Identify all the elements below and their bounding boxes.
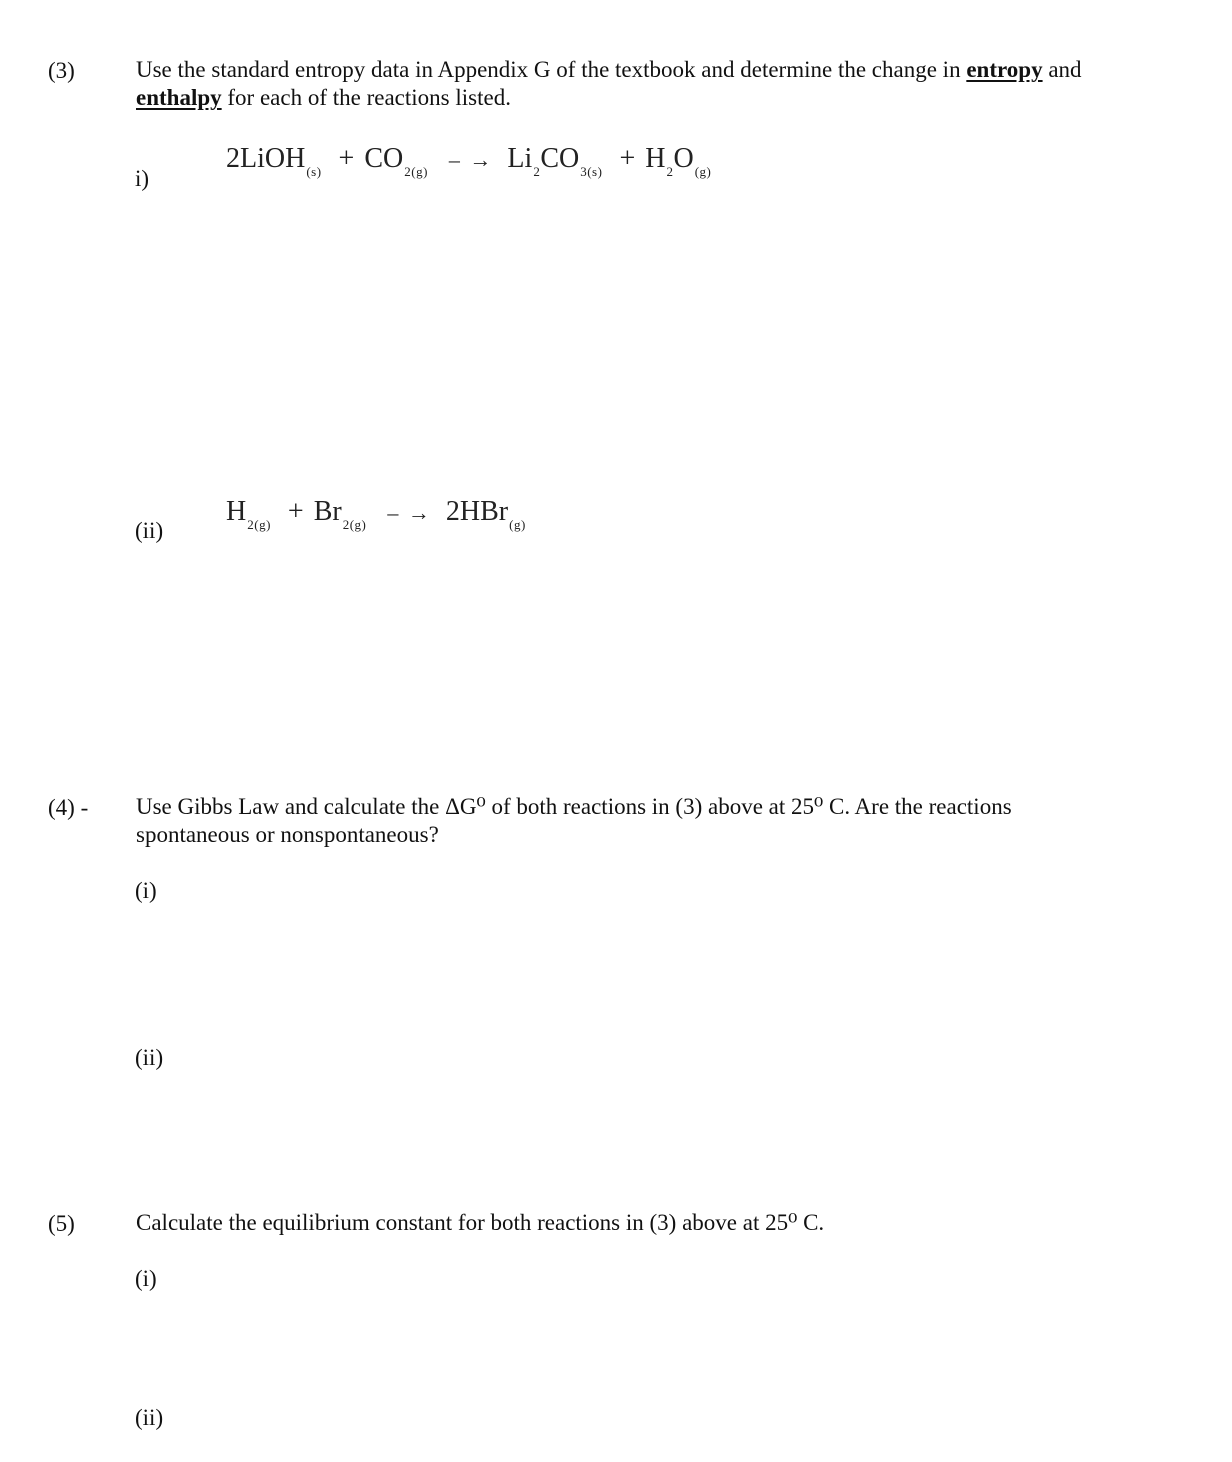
eq-ii-reactant-1: H bbox=[226, 496, 247, 527]
question-5-number: (5) bbox=[48, 1211, 75, 1236]
eq-i-reactant-1: 2LiOH bbox=[226, 143, 306, 174]
reaction-i-equation bbox=[226, 143, 712, 179]
eq-ii-reactant-2: Br bbox=[313, 496, 342, 527]
question-4-number: (4) - bbox=[48, 795, 89, 820]
question-4-line-1: Use Gibbs Law and calculate the ΔG⁰ of both reactions in (3) above at 25⁰ C. Are the reactions bbox=[136, 794, 1012, 819]
part-i-label: i) bbox=[135, 166, 150, 191]
eq-ii-product: 2HBr bbox=[445, 496, 509, 527]
eq-ii-reactant-2-sub: 2(g) bbox=[342, 517, 367, 532]
eq-i-product-1b: CO bbox=[540, 143, 580, 174]
eq-ii-product-sub: (g) bbox=[509, 517, 526, 532]
eq-ii-arrow: – → bbox=[387, 500, 432, 525]
eq-i-product-2b-sub: (g) bbox=[694, 164, 712, 179]
eq-i-reactant-1-state: (s) bbox=[306, 164, 322, 179]
question-5-line-1: Calculate the equilibrium constant for both reactions in (3) above at 25⁰ C. bbox=[136, 1210, 825, 1235]
question-3-number: (3) bbox=[48, 58, 75, 83]
eq-ii-plus: + bbox=[287, 496, 304, 527]
eq-i-product-2a: H bbox=[645, 143, 666, 174]
question-5-part-i-label: (i) bbox=[135, 1266, 157, 1291]
question-3-text-c: for each of the reactions listed. bbox=[221, 85, 511, 110]
question-3-line-2 bbox=[136, 84, 511, 112]
eq-i-reactant-2-sub: 2(g) bbox=[404, 164, 428, 179]
eq-i-product-1a: Li bbox=[507, 143, 533, 174]
eq-i-product-2a-sub: 2 bbox=[666, 164, 674, 179]
question-5-part-ii-label: (ii) bbox=[135, 1405, 164, 1430]
eq-ii-reactant-1-sub: 2(g) bbox=[247, 517, 271, 532]
eq-i-arrow: – → bbox=[448, 147, 494, 172]
eq-i-product-1a-sub: 2 bbox=[533, 164, 541, 179]
question-3-line-1 bbox=[136, 56, 1082, 84]
eq-i-plus-2: + bbox=[619, 143, 636, 174]
question-4-line-2: spontaneous or nonspontaneous? bbox=[136, 822, 439, 847]
reaction-ii-equation bbox=[226, 496, 526, 532]
eq-i-reactant-2: CO bbox=[364, 143, 404, 174]
eq-i-product-2b: O bbox=[673, 143, 694, 174]
enthalpy-keyword: enthalpy bbox=[136, 85, 222, 110]
question-4-part-i-label: (i) bbox=[135, 878, 157, 903]
question-4-part-ii-label: (ii) bbox=[135, 1045, 164, 1070]
entropy-keyword: entropy bbox=[966, 57, 1043, 82]
part-ii-label: (ii) bbox=[135, 518, 164, 543]
eq-i-plus-1: + bbox=[338, 143, 355, 174]
eq-i-product-1b-sub: 3(s) bbox=[580, 164, 603, 179]
question-3-text-a: Use the standard entropy data in Appendix G of the textbook and determine the change in bbox=[136, 57, 967, 82]
question-3-text-b: and bbox=[1042, 57, 1082, 82]
